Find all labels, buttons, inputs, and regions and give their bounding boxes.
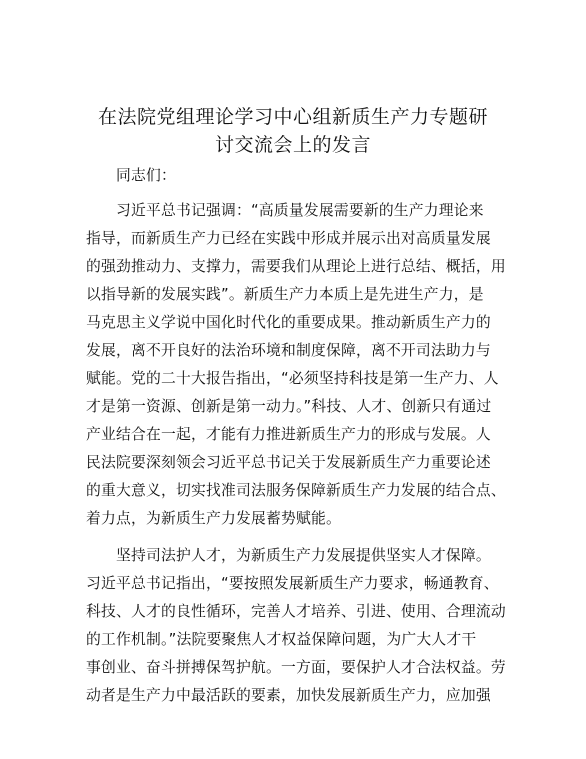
- paragraph-1-line-9: 产业结合在一起，才能有力推进新质生产力的形成与发展。人: [86, 426, 491, 443]
- paragraph-1-line-10: 民法院要深刻领会习近平总书记关于发展新质生产力重要论述: [86, 454, 491, 471]
- paragraph-1-line-1: 习近平总书记强调：“高质量发展需要新的生产力理论来: [116, 202, 484, 219]
- paragraph-1-line-5: 马克思主义学说中国化时代化的重要成果。推动新质生产力的: [86, 314, 491, 331]
- document-title-line-2: 讨交流会上的发言: [214, 134, 371, 156]
- paragraph-1-line-12: 着力点，为新质生产力发展蓄势赋能。: [86, 510, 341, 527]
- paragraph-1-line-2: 指导，而新质生产力已经在实践中形成并展示出对高质量发展: [86, 230, 491, 247]
- paragraph-1-line-6: 发展，离不开良好的法治环境和制度保障，离不开司法助力与: [86, 342, 491, 359]
- salutation: 同志们：: [116, 167, 176, 184]
- paragraph-2-line-3: 科技、人才的良性循环，完善人才培养、引进、使用、合理流动: [86, 603, 506, 620]
- paragraph-1-line-8: 才是第一资源、创新是第一动力。”科技、人才、创新只有通过: [86, 398, 492, 415]
- paragraph-2-line-5: 事创业、奋斗拼搏保驾护航。一方面，要保护人才合法权益。劳: [86, 659, 506, 676]
- document-title-line-1: 在法院党组理论学习中心组新质生产力专题研: [97, 106, 488, 128]
- paragraph-1-line-3: 的强劲推动力、支撑力，需要我们从理论上进行总结、概括，用: [86, 258, 506, 275]
- paragraph-1-line-7: 赋能。党的二十大报告指出，“必须坚持科技是第一生产力、人: [86, 370, 499, 387]
- paragraph-1-line-4: 以指导新的发展实践”。新质生产力本质上是先进生产力，是: [86, 286, 484, 303]
- paragraph-2-line-1: 坚持司法护人才，为新质生产力发展提供坚实人才保障。: [116, 547, 491, 564]
- paragraph-2-line-4: 的工作机制。”法院要聚焦人才权益保障问题，为广大人才干: [86, 631, 477, 648]
- paragraph-1-line-11: 的重大意义，切实找准司法服务保障新质生产力发展的结合点、: [86, 482, 506, 499]
- paragraph-2-line-2: 习近平总书记指出，“要按照发展新质生产力要求，畅通教育、: [86, 575, 499, 592]
- paragraph-2-line-6: 动者是生产力中最活跃的要素，加快发展新质生产力，应加强: [86, 687, 491, 704]
